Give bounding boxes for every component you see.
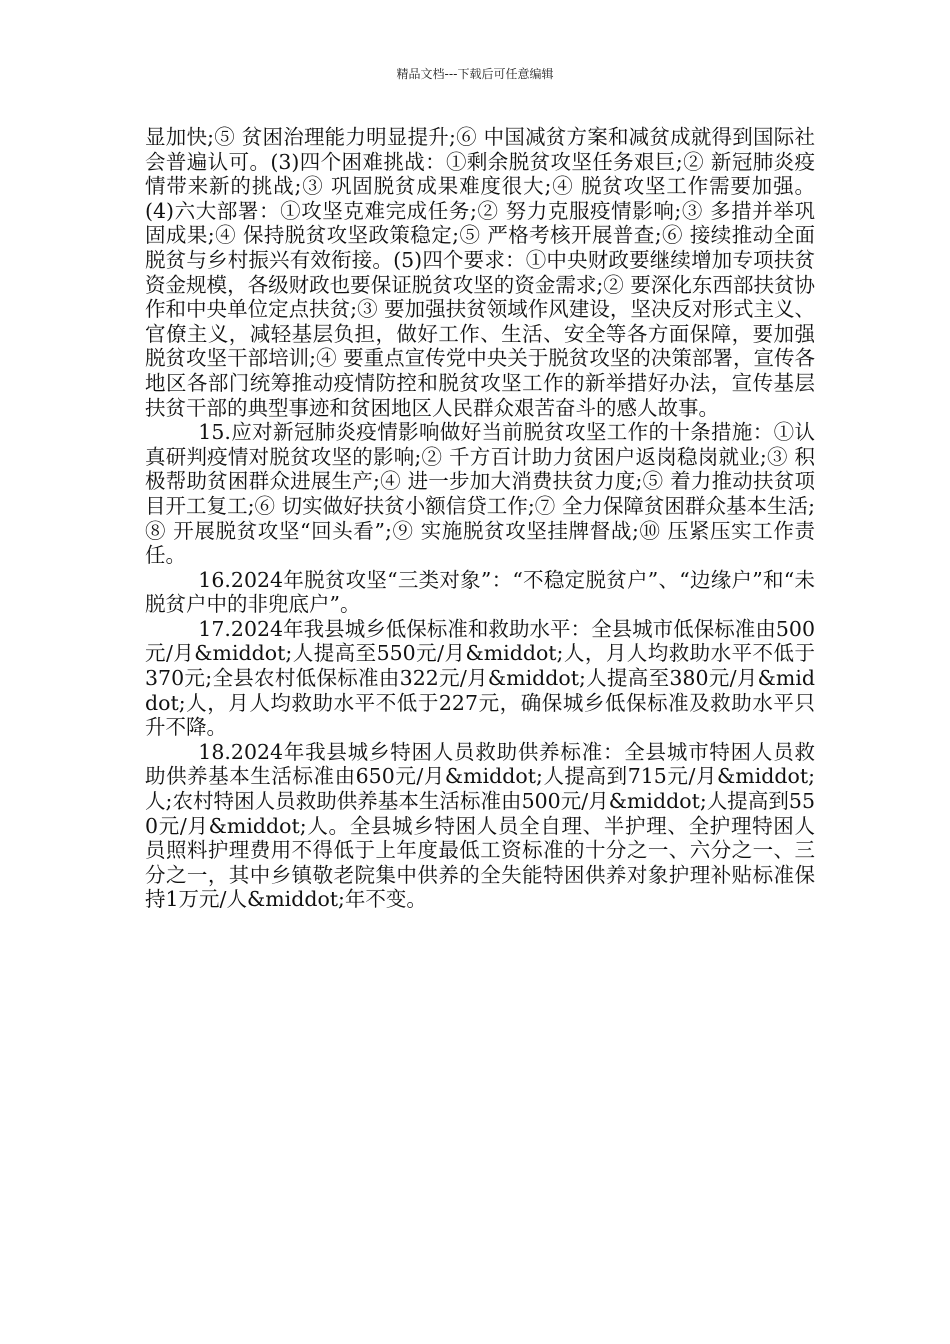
paragraph-item-15: 15.应对新冠肺炎疫情影响做好当前脱贫攻坚工作的十条措施：①认真研判疫情对脱贫攻坚的影响;② 千方百计助力贫困户返岗稳岗就业;③ 积极帮助贫困群众进展生产;④ 进一步加大消费扶贫力度;⑤ 着力推动扶贫项目开工复工;⑥ 切实做好扶贫小额信贷工作;⑦ 全力保障贫困群众基本生活;⑧ 开展脱贫攻坚“回头看”;⑨ 实施脱贫攻坚挂牌督战;⑩ 压紧压实工作责任。 (145, 420, 815, 568)
paragraph-continued: 显加快;⑤ 贫困治理能力明显提升;⑥ 中国减贫方案和减贫成就得到国际社会普遍认可。(3)四个困难挑战：①剩余脱贫攻坚任务艰巨;② 新冠肺炎疫情带来新的挑战;③ 巩固脱贫成果难度很大;④ 脱贫攻坚工作需要加强。(4)六大部署：①攻坚克难完成任务;② 努力克服疫情影响;③ 多措并举巩固成果;④ 保持脱贫攻坚政策稳定;⑤ 严格考核开展普查;⑥ 接续推动全面脱贫与乡村振兴有效衔接。(5)四个要求：①中央财政要继续增加专项扶贫资金规模，各级财政也要保证脱贫攻坚的资金需求;② 要深化东西部扶贫协作和中央单位定点扶贫;③ 要加强扶贫领域作风建设，坚决反对形式主义、官僚主义，减轻基层负担，做好工作、生活、安全等各方面保障，要加强脱贫攻坚干部培训;④ 要重点宣传党中央关于脱贫攻坚的决策部署，宣传各地区各部门统筹推动疫情防控和脱贫攻坚工作的新举措好办法，宣传基层扶贫干部的典型事迹和贫困地区人民群众艰苦奋斗的感人故事。 (145, 125, 815, 420)
paragraph-item-17: 17.2024年我县城乡低保标准和救助水平：全县城市低保标准由500元/月&middot;人提高至550元/月&middot;人，月人均救助水平不低于370元;全县农村低保标准由322元/月&middot;人提高至380元/月&middot;人，月人均救助水平不低于227元，确保城乡低保标准及救助水平只升不降。 (145, 616, 815, 740)
paragraph-item-18: 18.2024年我县城乡特困人员救助供养标准：全县城市特困人员救助供养基本生活标准由650元/月&middot;人提高到715元/月&middot;人;农村特困人员救助供养基本生活标准由500元/月&middot;人提高到550元/月&middot;人。全县城乡特困人员全自理、半护理、全护理特困人员照料护理费用不得低于上年度最低工资标准的十分之一、六分之一、三分之一，其中乡镇敬老院集中供养的全失能特困供养对象护理补贴标准保持1万元/人&middot;年不变。 (145, 739, 815, 912)
paragraph-item-16: 16.2024年脱贫攻坚“三类对象”：“不稳定脱贫户”、“边缘户”和“未脱贫户中的非兜底户”。 (145, 567, 815, 617)
page-header: 精品文档---下载后可任意编辑 (396, 67, 554, 81)
document-body (145, 125, 815, 912)
